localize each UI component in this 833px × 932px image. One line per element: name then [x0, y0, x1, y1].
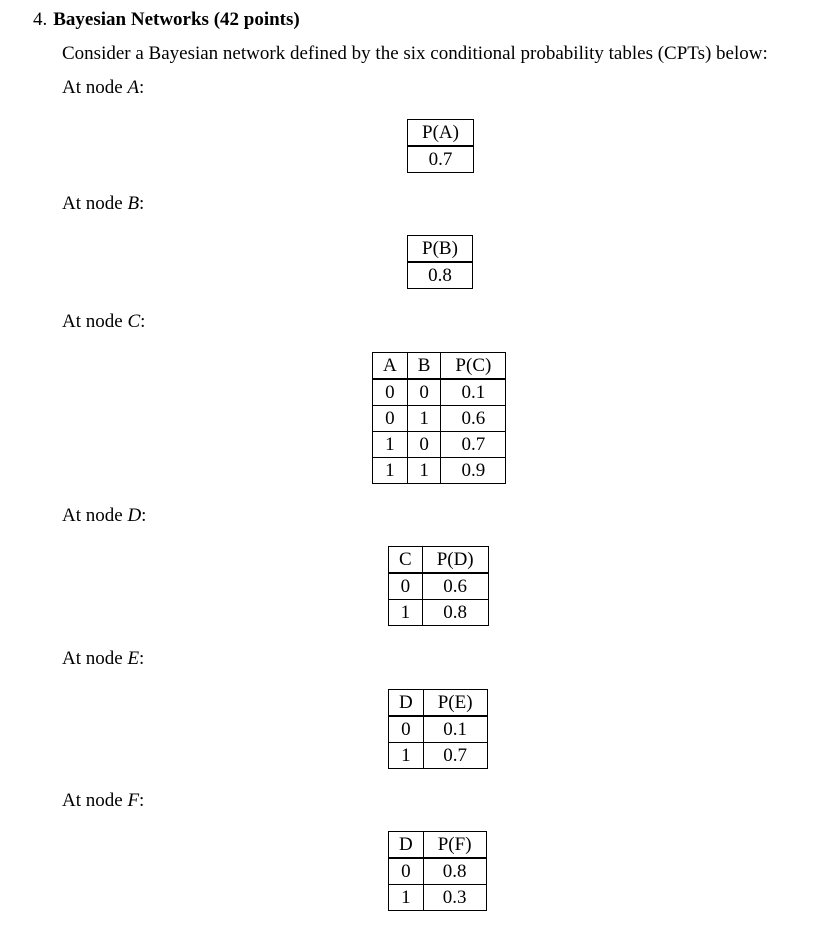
cpt-a-value: 0.7: [408, 146, 474, 173]
cpt-cell: 0.6: [422, 573, 488, 600]
cpt-e-header-p: P(E): [423, 690, 487, 717]
cpt-cell: 0: [373, 379, 408, 406]
node-c-label: At node C:: [62, 311, 146, 332]
cpt-cell: 1: [373, 458, 408, 484]
cpt-cell: 1: [407, 458, 441, 484]
cpt-b-value: 0.8: [408, 262, 473, 289]
node-f-label: At node F:: [62, 790, 145, 811]
table-row: [389, 573, 489, 600]
cpt-e-header-d: D: [389, 690, 424, 717]
table-row: [389, 743, 488, 769]
node-a-label: At node A:: [62, 77, 145, 98]
cpt-cell: 0: [389, 858, 424, 885]
cpt-cell: 0.8: [423, 858, 486, 885]
cpt-b-header: P(B): [408, 236, 473, 263]
problem-heading: [33, 8, 300, 32]
cpt-cell: 0: [407, 432, 441, 458]
cpt-c-header-b: B: [407, 353, 441, 380]
table-row: [373, 458, 506, 484]
cpt-cell: 0: [389, 573, 423, 600]
cpt-cell: 1: [389, 600, 423, 626]
table-row: [389, 885, 487, 911]
cpt-cell: 1: [389, 885, 424, 911]
cpt-cell: 1: [407, 406, 441, 432]
problem-intro: Consider a Bayesian network defined by the six conditional probability tables (CPTs) below:: [62, 43, 768, 64]
node-e-label: At node E:: [62, 648, 145, 669]
cpt-cell: 1: [373, 432, 408, 458]
cpt-cell: 0.6: [441, 406, 506, 432]
cpt-cell: 0: [373, 406, 408, 432]
cpt-d-header-p: P(D): [422, 547, 488, 574]
table-row: [389, 716, 488, 743]
cpt-cell: 0: [407, 379, 441, 406]
problem-title: Bayesian Networks (42 points): [53, 9, 300, 30]
cpt-table-c: [372, 352, 506, 484]
cpt-d-header-c: C: [389, 547, 423, 574]
cpt-cell: 1: [389, 743, 424, 769]
cpt-a-header: P(A): [408, 120, 474, 147]
table-row: [373, 432, 506, 458]
cpt-cell: 0.8: [422, 600, 488, 626]
cpt-table-f: [388, 831, 487, 911]
table-row: [408, 146, 474, 173]
cpt-table-d: [388, 546, 489, 626]
cpt-cell: 0.9: [441, 458, 506, 484]
problem-number: 4.: [33, 9, 48, 30]
cpt-f-header-p: P(F): [423, 832, 486, 859]
table-row: [373, 379, 506, 406]
cpt-table-b: [407, 235, 473, 289]
cpt-cell: 0.7: [423, 743, 487, 769]
cpt-c-header-a: A: [373, 353, 408, 380]
cpt-cell: 0.1: [423, 716, 487, 743]
cpt-cell: 0.1: [441, 379, 506, 406]
table-row: [373, 406, 506, 432]
table-row: [389, 600, 489, 626]
cpt-table-e: [388, 689, 488, 769]
cpt-table-a: [407, 119, 474, 173]
cpt-cell: 0: [389, 716, 424, 743]
node-b-label: At node B:: [62, 193, 145, 214]
table-row: [408, 262, 473, 289]
cpt-cell: 0.3: [423, 885, 486, 911]
cpt-c-header-p: P(C): [441, 353, 506, 380]
cpt-cell: 0.7: [441, 432, 506, 458]
node-d-label: At node D:: [62, 505, 147, 526]
cpt-f-header-d: D: [389, 832, 424, 859]
table-row: [389, 858, 487, 885]
